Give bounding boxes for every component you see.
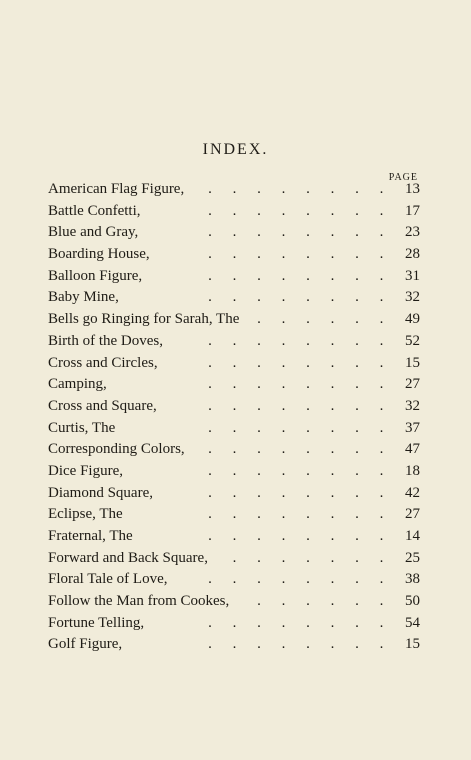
entry-title: Dice Figure, [48,462,123,479]
index-entry: Golf Figure, . . . . . . . . 15 [48,634,420,656]
entry-title: Forward and Back Square, [48,549,208,566]
entry-title: Blue and Gray, [48,224,139,241]
index-entry: Curtis, The . . . . . . . . 37 [48,418,420,440]
entry-title: Floral Tale of Love, [48,571,168,588]
entry-page-number: 37 [405,419,420,436]
entry-title: Bells go Ringing for Sarah, The [48,311,240,328]
index-list [48,179,420,656]
index-entry: Cross and Circles, . . . . . . . . 15 [48,353,420,375]
index-entry: Birth of the Doves, . . . . . . . . 52 [48,331,420,353]
entry-title: Diamond Square, [48,484,153,501]
entry-title: Cross and Circles, [48,354,158,371]
index-entry: Blue and Gray, . . . . . . . . 23 [48,222,420,244]
entry-page-number: 54 [405,614,420,631]
entry-page-number: 50 [405,593,420,610]
index-entry: Fortune Telling, . . . . . . . . 54 [48,613,420,635]
entry-title: Fraternal, The [48,528,133,544]
entry-title: Cross and Square, [48,397,157,414]
entry-page-number: 49 [405,311,420,328]
entry-title: Follow the Man from Cookes, [48,593,230,610]
entry-title: Baby Mine, [48,289,119,306]
page-column-label: PAGE [388,172,418,183]
entry-page-number: 27 [405,376,420,393]
entry-title: Battle Confetti, [48,202,141,219]
index-entry: Cross and Square, . . . . . . . . 32 [48,396,420,418]
index-entry: American Flag Figure, . . . . . . . . 13 [48,179,420,201]
entry-page-number: 25 [405,549,420,566]
entry-page-number: 17 [405,202,420,219]
entry-page-number: 52 [405,332,420,349]
entry-page-number: 15 [405,354,420,371]
index-entry: Boarding House, . . . . . . . . 28 [48,244,420,266]
entry-page-number: 31 [405,267,420,284]
index-entry: Bells go Ringing for Sarah, The . . . . . . 49 [48,309,420,331]
index-entry: Eclipse, The . . . . . . . . 27 [48,504,420,526]
page-title: INDEX. [202,141,269,158]
entry-page-number: 28 [405,246,420,263]
entry-page-number: 47 [405,441,420,458]
index-entry: Fraternal, The . . . . . . . . 14 [48,526,420,548]
entry-title: Birth of the Doves, [48,332,163,349]
entry-title: Fortune Telling, [48,614,145,631]
entry-title: American Flag Figure, [48,181,185,197]
index-entry: Balloon Figure, . . . . . . . . 31 [48,266,420,288]
entry-title: Boarding House, [48,246,150,263]
entry-page-number: 13 [405,181,420,197]
entry-page-number: 27 [405,506,420,523]
entry-page-number: 42 [405,484,420,501]
entry-title: Golf Figure, [48,636,123,653]
index-entry: Floral Tale of Love, . . . . . . . . 38 [48,569,420,591]
index-entry: Corresponding Colors, . . . . . . . . 47 [48,439,420,461]
entry-title: Balloon Figure, [48,267,143,284]
entry-page-number: 32 [405,397,420,414]
index-entry: Follow the Man from Cookes, . . . . . . 50 [48,591,420,613]
entry-title: Corresponding Colors, [48,441,185,458]
index-entry: Camping, . . . . . . . . 27 [48,374,420,396]
index-entry: Battle Confetti, . . . . . . . . 17 [48,201,420,223]
entry-title: Eclipse, The [48,506,123,523]
entry-page-number: 38 [405,571,420,588]
entry-title: Camping, [48,376,107,393]
index-entry: Baby Mine, . . . . . . . . 32 [48,287,420,309]
entry-title: Curtis, The [48,419,116,436]
index-entry: Diamond Square, . . . . . . . . 42 [48,483,420,505]
index-entry: Dice Figure, . . . . . . . . 18 [48,461,420,483]
entry-page-number: 32 [405,289,420,306]
entry-page-number: 14 [405,528,420,544]
entry-page-number: 15 [405,636,420,653]
entry-page-number: 18 [405,462,420,479]
index-entry: Forward and Back Square, . . . . . . . 25 [48,548,420,570]
entry-page-number: 23 [405,224,420,241]
